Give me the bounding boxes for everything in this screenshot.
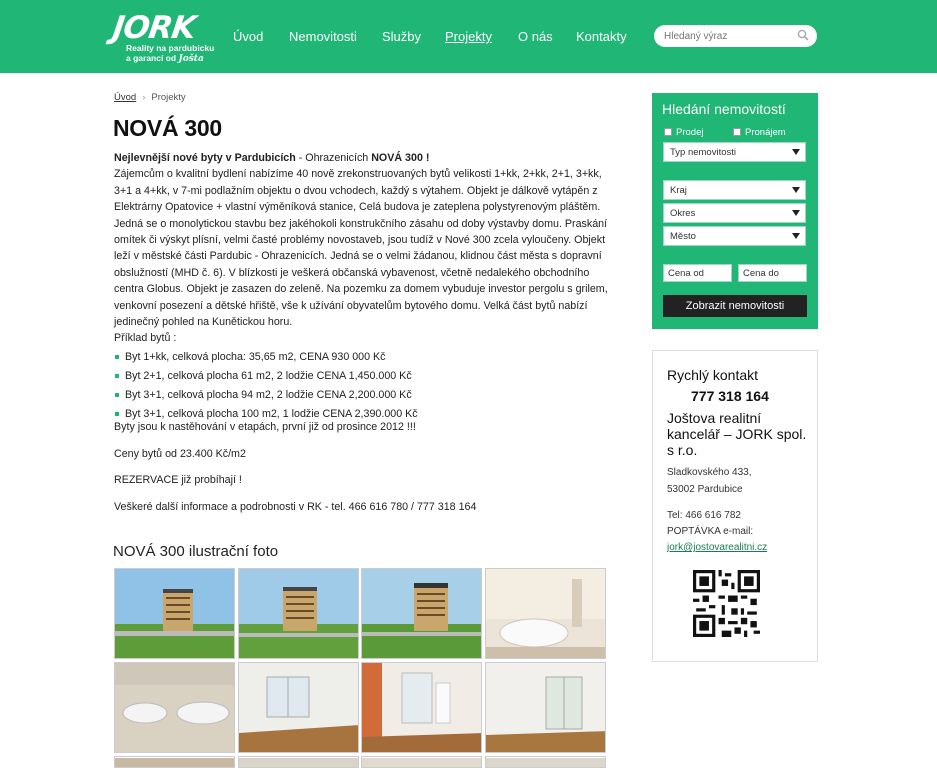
site-logo[interactable]: [110, 10, 223, 72]
checkbox-rent-label: Pronájem: [745, 127, 786, 138]
select-property-type-value: Typ nemovitosti: [670, 147, 736, 158]
logo-tagline-2: a garancí od: [126, 53, 177, 63]
list-item: Byt 1+kk, celková plocha: 35,65 m2, CENA 930 000 Kč: [114, 348, 609, 367]
examples-label: Příklad bytů :: [114, 332, 177, 345]
quick-contact-box: [652, 350, 818, 662]
lead-bold-2: NOVÁ 300 !: [371, 152, 430, 164]
select-city[interactable]: [663, 226, 806, 246]
select-district-value: Okres: [670, 208, 696, 219]
price-from-field[interactable]: Cena od: [663, 264, 732, 282]
search-box-title: Hledání nemovitostí: [662, 101, 786, 117]
gallery-photo-extra-4[interactable]: [485, 756, 606, 768]
logo-signature: Jošta: [178, 54, 204, 64]
breadcrumb-separator-icon: ›: [142, 92, 146, 103]
select-region[interactable]: [663, 180, 806, 200]
checkbox-sale-box[interactable]: [664, 128, 672, 136]
list-item: Byt 3+1, celková plocha 94 m2, 2 lodžie CENA 2,200.000 Kč: [114, 386, 609, 405]
select-district[interactable]: [663, 203, 806, 223]
chevron-down-icon: [792, 187, 800, 193]
breadcrumb-home[interactable]: Úvod: [114, 92, 137, 103]
search-icon[interactable]: [797, 29, 809, 41]
show-properties-button[interactable]: Zobrazit nemovitosti: [663, 295, 807, 317]
prices-text: Ceny bytů od 23.400 Kč/m2: [114, 448, 246, 460]
site-header: [0, 0, 937, 73]
header-search: [654, 25, 817, 47]
gallery-photo-bathroom-2[interactable]: [114, 662, 235, 753]
move-in-text: Byty jsou k nastěhování v etapách, první již od prosince 2012 !!!: [114, 421, 416, 433]
list-item: Byt 3+1, celková plocha 100 m2, 1 lodžie CENA 2,390.000 Kč: [114, 405, 609, 424]
contact-company: Joštova realitní kancelář – JORK spol. s r.o.: [667, 410, 807, 458]
qr-code-icon: [693, 570, 760, 637]
chevron-down-icon: [792, 210, 800, 216]
project-description: [114, 150, 609, 424]
nav-item-o-nas[interactable]: O nás: [518, 29, 553, 44]
checkbox-sale[interactable]: [664, 127, 703, 138]
checkbox-rent[interactable]: [733, 127, 786, 138]
gallery-photo-exterior-1[interactable]: [114, 568, 235, 659]
contact-street: Sladkovského 433,: [667, 467, 752, 478]
nav-item-sluzby[interactable]: Služby: [382, 29, 422, 44]
gallery-photo-extra-2[interactable]: [238, 756, 359, 768]
gallery-photo-extra-3[interactable]: [361, 756, 482, 768]
gallery-photo-room-2[interactable]: [361, 662, 482, 753]
nav-item-kontakty[interactable]: Kontakty: [576, 29, 627, 44]
price-to-field[interactable]: Cena do: [738, 264, 807, 282]
checkbox-sale-label: Prodej: [676, 127, 704, 138]
reservation-text: REZERVACE již probíhají !: [114, 474, 242, 486]
examples-list: [114, 348, 609, 424]
chevron-down-icon: [792, 149, 800, 155]
gallery-photo-bathroom-1[interactable]: [485, 568, 606, 659]
body-text: Zájemcům o kvalitní bydlení nabízíme 40 nově zrekonstruovaných bytů velikosti 1+kk, 2+kk, 2+1, 3+kk, 3+1 a 4+kk, v 7-mi podlažním objektu o dvou vchodech, každý s výtahem. Objekt je dálkově vytápěn z Elektrárny Opatovice + vlastní výměníková stanice, Celá budova je zateplena polystyrenovým pláštěm. Jedná se o monolytickou stavbu bez jakéhokoli konstrukčního zásahu od doby výstavby domu. Praskání omítek či výskyt plísní, velmi časté problémy novostaveb, jsou tudíž v Nové 300 zcela vyloučeny. Objekt leží v městské části Pardubic - Ohrazenicích. Jedná se o velmi žádanou, klidnou část města s dopravní obslužností (MHD č. 6). V blízkosti je veškerá občanská vybavenost, včetně nedalekého obchodního centra Globus. Objekt je zasazen do zeleně. Na pozemku za domem vybuduje investor pergolu s grilem, venkovní posezení a dětské hřiště, vše k užívání obyvatelům bytového domu. Velká část bytů nabízí jedinečný pohled na Kunětickou horu.: [114, 168, 608, 329]
select-property-type[interactable]: [663, 142, 806, 162]
gallery-photo-room-1[interactable]: [238, 662, 359, 753]
logo-tagline: [126, 43, 214, 64]
gallery-photo-room-3[interactable]: [485, 662, 606, 753]
contact-inquiry: POPTÁVKA e-mail:: [667, 526, 754, 537]
info-text: Veškeré další informace a podrobnosti v RK - tel. 466 616 780 / 777 318 164: [114, 501, 477, 513]
contact-phone[interactable]: 777 318 164: [691, 388, 769, 404]
list-item: Byt 2+1, celková plocha 61 m2, 2 lodžie CENA 1,450.000 Kč: [114, 367, 609, 386]
search-input[interactable]: [664, 28, 794, 44]
nav-item-uvod[interactable]: Úvod: [233, 29, 264, 44]
contact-city: 53002 Pardubice: [667, 484, 743, 495]
select-city-value: Město: [670, 231, 696, 242]
contact-title: Rychlý kontakt: [667, 367, 759, 383]
lead-mid: - Ohrazenicích: [295, 152, 372, 164]
gallery-photo-exterior-3[interactable]: [361, 568, 482, 659]
logo-wordmark: JORK: [110, 10, 198, 46]
gallery-photo-extra-1[interactable]: [114, 756, 235, 768]
lead-bold: Nejlevnější nové byty v Pardubicích: [114, 152, 296, 164]
logo-tagline-1: Reality na pardubicku: [126, 43, 215, 53]
breadcrumb-current: Projekty: [151, 92, 186, 103]
page-title: NOVÁ 300: [113, 115, 222, 141]
gallery-title: NOVÁ 300 ilustrační foto: [113, 543, 279, 560]
contact-tel: Tel: 466 616 782: [667, 510, 741, 521]
gallery-photo-exterior-2[interactable]: [238, 568, 359, 659]
contact-email-link[interactable]: jork@jostovarealitni.cz: [667, 542, 768, 553]
breadcrumb: [114, 92, 186, 103]
select-region-value: Kraj: [670, 185, 687, 196]
lead-line: [114, 150, 609, 166]
checkbox-rent-box[interactable]: [733, 128, 741, 136]
nav-item-nemovitosti[interactable]: Nemovitosti: [289, 29, 357, 44]
nav-item-projekty[interactable]: Projekty: [445, 29, 492, 44]
property-search-box: [652, 93, 818, 329]
chevron-down-icon: [792, 233, 800, 239]
